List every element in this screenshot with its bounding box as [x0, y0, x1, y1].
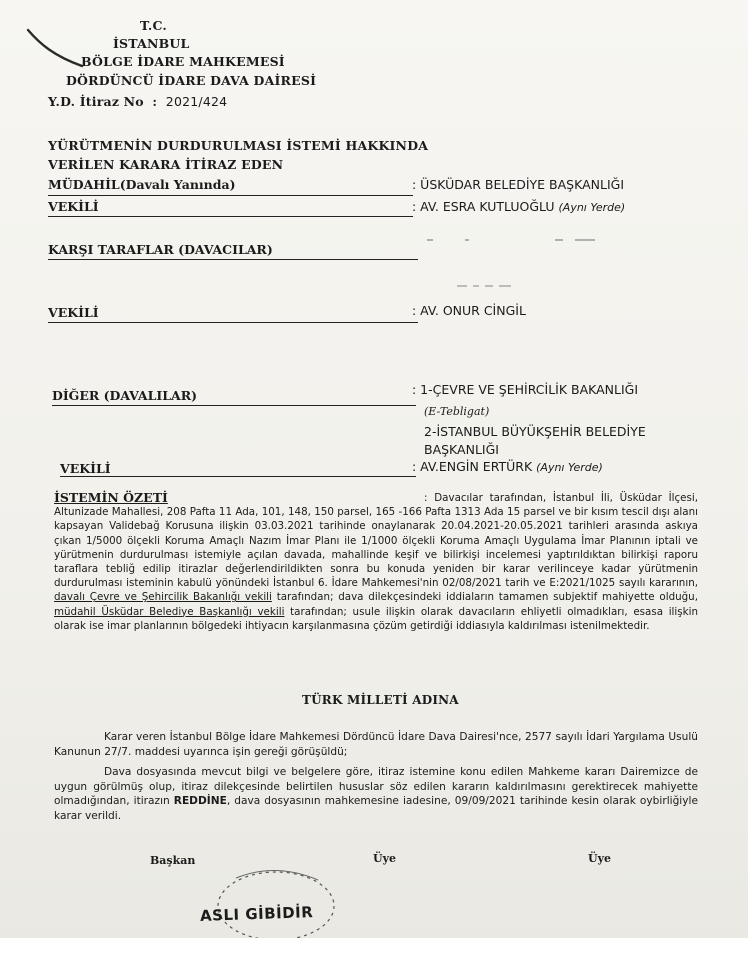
divider — [48, 216, 413, 217]
summary-underlined-2: müdahil Üsküdar Belediye Başkanlığı vekili — [54, 605, 285, 618]
subject-line-2: VERİLEN KARARA İTİRAZ EDEN — [48, 157, 284, 172]
vekil-note: (Aynı Yerde) — [536, 461, 603, 474]
vekil-label: VEKİLİ — [60, 461, 111, 476]
signature-uye-1: Üye — [373, 852, 396, 865]
divider — [48, 322, 418, 323]
decision-part-2: , dava dosyasının mahkemesine iadesine, 09/09/2021 tarihinde kesin olarak oybirliğiyle karar verildi. — [54, 795, 698, 822]
header-chamber: DÖRDÜNCÜ İDARE DAVA DAİRESİ — [66, 73, 317, 88]
bottom-margin — [0, 938, 748, 955]
karsi-taraflar-label: KARŞI TARAFLAR (DAVACILAR) — [48, 242, 273, 257]
header-tc: T.C. — [140, 18, 167, 33]
signature-uye-2: Üye — [588, 852, 611, 865]
mudahil-value: : ÜSKÜDAR BELEDİYE BAŞKANLIĞI — [412, 177, 625, 192]
vekil-label: VEKİLİ — [48, 305, 99, 320]
yd-value: 2021/424 — [165, 94, 228, 109]
vekil-name: : AV. ESRA KUTLUOĞLU — [412, 199, 555, 214]
yd-separator: : — [152, 94, 158, 109]
summary-label: İSTEMİN ÖZETİ — [54, 490, 168, 505]
vekil-value: : AV. ONUR CİNGİL — [412, 303, 526, 318]
vekil-label: VEKİLİ — [48, 199, 99, 214]
divider — [52, 405, 416, 406]
diger-value-2b: BAŞKANLIĞI — [424, 442, 499, 457]
stamp-text: ASLI GİBİDİR — [199, 903, 314, 925]
decision-verdict: REDDİNE — [173, 795, 227, 807]
divider — [60, 476, 416, 477]
summary-part-2: tarafından; dava dilekçesindeki iddiaların tamamen subjektif mahiyette olduğu, — [271, 591, 698, 604]
diger-value-1: : 1-ÇEVRE VE ŞEHİRCİLİK BAKANLIĞI — [412, 382, 639, 397]
decision-heading: TÜRK MİLLETİ ADINA — [302, 693, 459, 707]
header-court: BÖLGE İDARE MAHKEMESİ — [81, 54, 285, 69]
vekil-value — [412, 459, 603, 474]
divider — [48, 259, 418, 260]
vekil-note: (Aynı Yerde) — [558, 201, 626, 214]
subject-line-1: YÜRÜTMENİN DURDURULMASI İSTEMİ HAKKINDA — [48, 138, 429, 153]
diger-label: DİĞER (DAVALILAR) — [52, 388, 198, 403]
summary-part-1: : Davacılar tarafından, İstanbul İli, Üsküdar İlçesi, Altunizade Mahallesi, 208 Pafta 11 Ada, 101, 148, 150 parsel, 165 -166 Pafta 1313 Ada 15 parsel ve bir kısım tescil dışı alanı kapsayan Validebağ Korusuna ilişkin 03.03.2021 tarihinde onaylanarak 20.04.2021-20.05.2021 tarihleri arasında askıya çıkan 1/5000 ölçekli Koruma Amaçlı Nazım İmar Planı ile 1/1000 ölçekli Koruma Amaçlı Uygulama İmar Planının iptali ve yürütmenin durdurulması istemiyle açılan davada, mahallinde keşif ve bilirkişi incelemesi yaptırıldıktan bilirkişi raporu taraflara tebliğ edilip itirazlar değerlendirildikten sonra bu konuda yeniden bir karar verilinceye kadar yürütmenin durdurulması isteminin kabulü yönündeki İstanbul 6. İdare Mahkemesi'nin 02/08/2021 tarih ve E:2021/1025 sayılı kararının, — [54, 492, 698, 590]
divider — [48, 195, 413, 196]
redacted-mark — [455, 282, 535, 288]
summary-text — [54, 491, 698, 633]
vekil-name: : AV.ENGİN ERTÜRK — [412, 459, 533, 474]
signature-baskan: Başkan — [150, 854, 196, 867]
mudahil-label: MÜDAHİL(Davalı Yanında) — [48, 177, 236, 192]
summary-part-3: tarafından; usule ilişkin olarak davacıların ehliyetli olmadıkları, esasa ilişkin olarak ise imar planlarının bölgedeki ihtiyacın karşılanmasına çözüm getirdiği iddiasıyla kaldırılması istenilmektedir. — [54, 605, 698, 632]
yd-label: Y.D. İtiraz No — [48, 94, 144, 109]
stamp-seal — [196, 860, 336, 940]
diger-note-1: (E-Tebligat) — [424, 405, 490, 418]
decision-para-1: Karar veren İstanbul Bölge İdare Mahkemesi Dördüncü İdare Dava Dairesi'nce, 2577 sayılı İdari Yargılama Usulü Kanunun 27/7. maddesi uyarınca işin gereği görüşüldü; — [54, 731, 698, 758]
header-istanbul: İSTANBUL — [113, 36, 190, 51]
decision-part-1: Dava dosyasında mevcut bilgi ve belgelere göre, itiraz istemine konu edilen Mahkeme kararı Dairemizce de uygun görülmüş olup, itiraz dilekçesinde belirtilen hususlar söz edilen kararın kaldırılmasını gerektirecek mahiyette olmadığından, itirazın — [54, 766, 698, 807]
header-yd-number — [48, 94, 227, 109]
diger-value-2a: 2-İSTANBUL BÜYÜKŞEHİR BELEDİYE — [424, 424, 646, 439]
redacted-mark — [425, 236, 615, 244]
decision-para-2 — [54, 765, 698, 823]
vekil-value — [412, 199, 625, 214]
summary-underlined-1: davalı Çevre ve Şehircilik Bakanlığı vekili — [54, 591, 272, 604]
